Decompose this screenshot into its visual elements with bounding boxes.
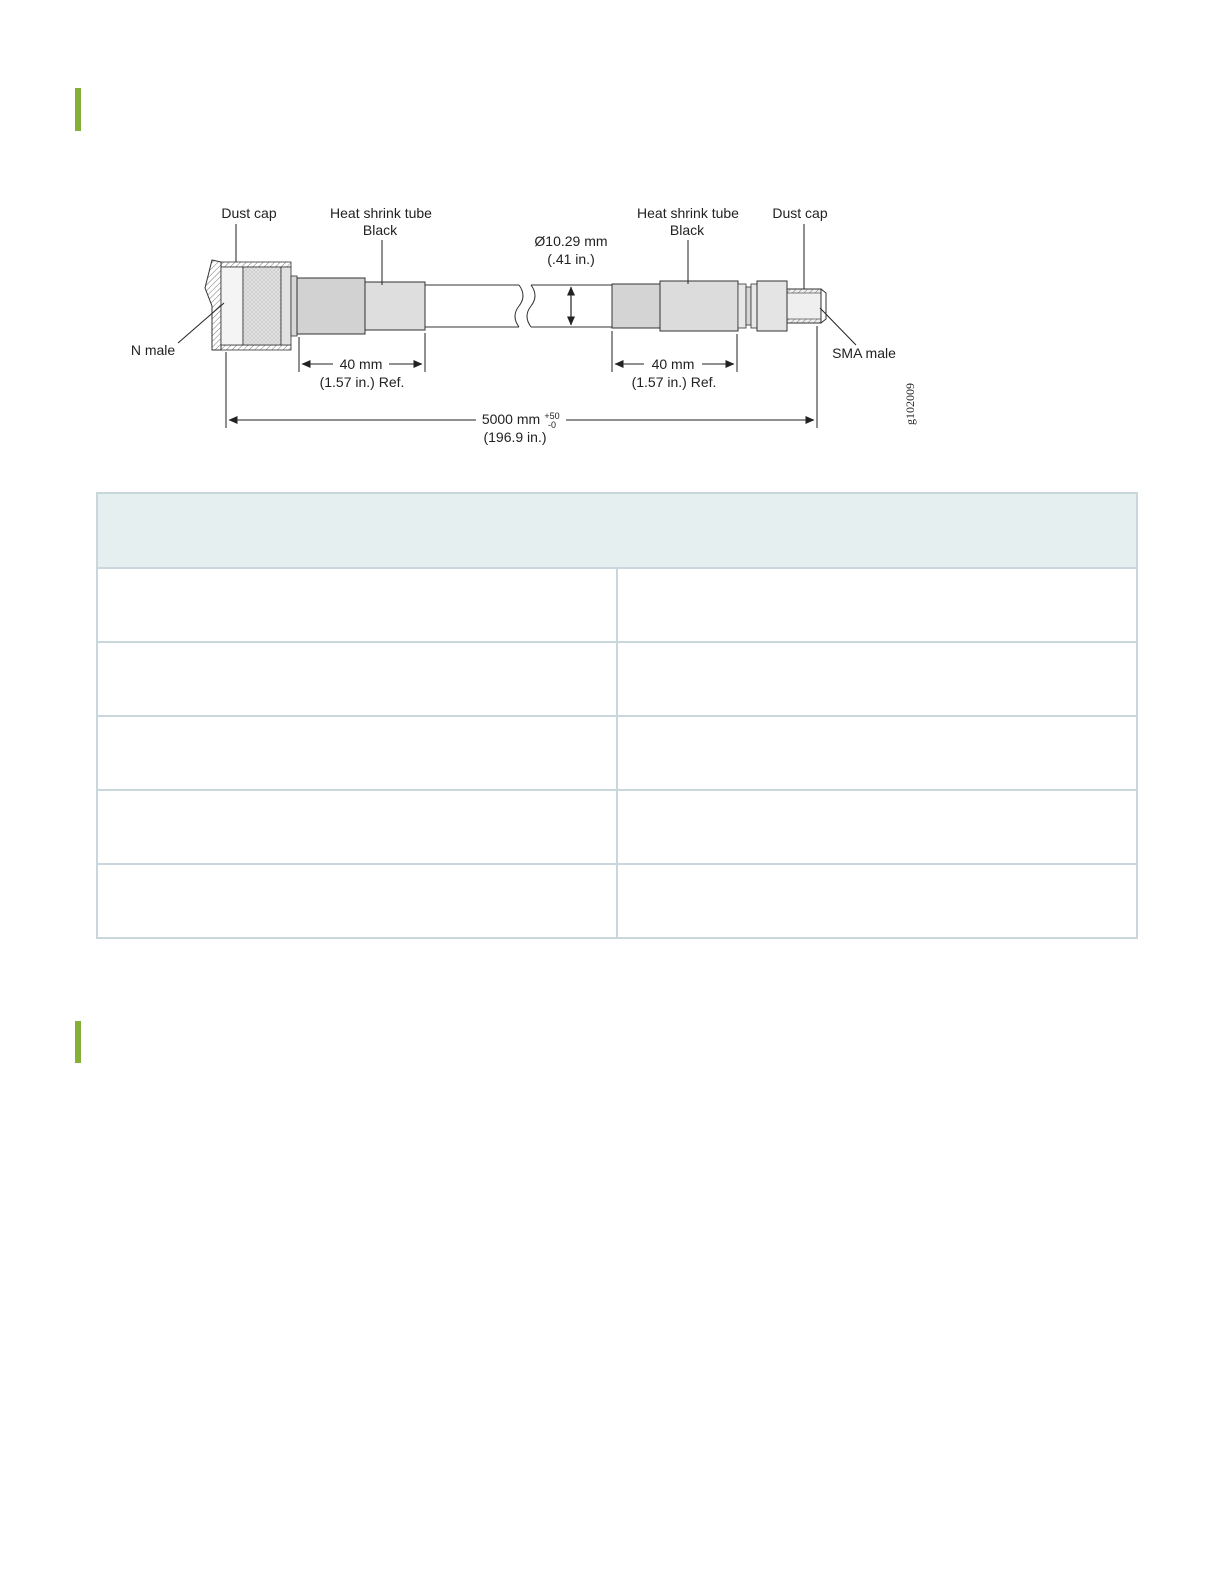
table-cell [617,642,1137,716]
table-cell [97,716,617,790]
cable-body [425,285,612,327]
table-row [97,864,1137,938]
table-cell [617,716,1137,790]
spec-table [96,492,1138,939]
sma-male-connector [738,281,826,331]
label-heat-shrink-right: Heat shrink tube [637,205,739,221]
table-row [97,642,1137,716]
label-diameter: Ø10.29 mm [534,233,608,249]
label-sma-male: SMA male [832,345,896,361]
table-cell [97,642,617,716]
table-cell [97,568,617,642]
table-header-row [97,493,1137,568]
table-row [97,790,1137,864]
section-marker-top [75,88,81,131]
label-diameter-in: (.41 in.) [547,251,595,267]
label-heat-shrink-left-color: Black [362,222,398,238]
label-tolerance-minus: -0 [547,420,557,430]
label-len-left-in: (1.57 in.) Ref. [319,374,405,390]
figure-id: g102009 [903,383,917,425]
label-total-length-in: (196.9 in.) [483,429,547,445]
section-marker-bottom [75,1021,81,1063]
label-heat-shrink-left: Heat shrink tube [330,205,432,221]
table-cell [97,790,617,864]
table-row [97,716,1137,790]
n-male-connector [205,260,297,350]
label-dust-cap-right: Dust cap [772,205,828,221]
label-len-left: 40 mm [339,356,383,372]
table-cell [617,790,1137,864]
label-dust-cap-left: Dust cap [221,205,277,221]
label-tolerance-plus: +50 [544,411,560,421]
table-cell [617,568,1137,642]
table-row [97,568,1137,642]
label-total-length: 5000 mm [481,411,541,427]
table-header-cell [97,493,1137,568]
heat-shrink-tube-left [297,278,425,334]
label-len-right-in: (1.57 in.) Ref. [631,374,717,390]
label-len-right: 40 mm [651,356,695,372]
label-n-male: N male [130,342,176,358]
heat-shrink-tube-right [612,281,738,331]
label-heat-shrink-right-color: Black [669,222,705,238]
table-cell [97,864,617,938]
table-cell [617,864,1137,938]
cable-diagram [0,180,1224,470]
